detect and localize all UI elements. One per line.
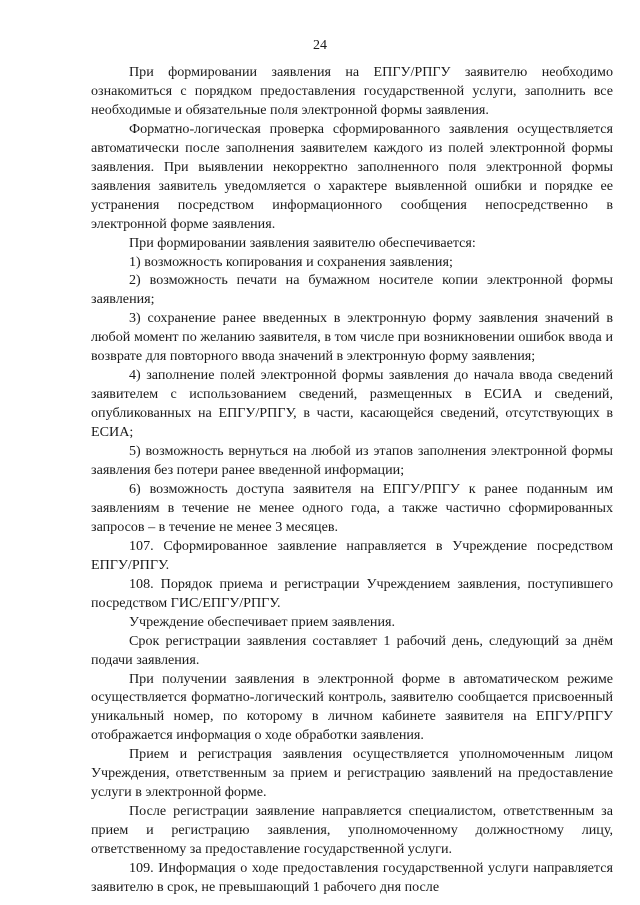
list-item-1: 1) возможность копирования и сохранения заявления;	[129, 253, 453, 270]
paragraph-reception: Учреждение обеспечивает прием заявления.	[129, 613, 396, 630]
list-item-4: 4) заполнение полей электронной формы заявления до начала ввода сведений заявителем с использованием сведений, размещенных в ЕСИА и сведений, опубликованных на ЕПГУ/РПГУ, в части, касающейся сведений, отсутствующих в ЕСИА;	[91, 367, 613, 441]
list-item-2: 2) возможность печати на бумажном носителе копии электронной формы заявления;	[91, 272, 613, 308]
paragraph-provisions-heading: При формировании заявления заявителю обеспечивается:	[129, 234, 476, 251]
paragraph-108: 108. Порядок приема и регистрации Учреждением заявления, поступившего посредством ГИС/ЕПГУ/РПГУ.	[91, 575, 613, 611]
paragraph-validation: Форматно-логическая проверка сформированного заявления осуществляется автоматически после заполнения заявителем каждого из полей электронной формы заявления. При выявлении некорректно заполненного поля электронной формы заявления заявитель уведомляется о характере выявленной ошибки и порядке ее устранения посредством информационного сообщения непосредственно в электронной форме заявления.	[91, 120, 613, 232]
paragraph-107: 107. Сформированное заявление направляется в Учреждение посредством ЕПГУ/РПГУ.	[91, 537, 613, 573]
paragraph-109: 109. Информация о ходе предоставления государственной услуги направляется заявителю в срок, не превышающий 1 рабочего дня после	[91, 860, 613, 895]
paragraph-intro: При формировании заявления на ЕПГУ/РПГУ заявителю необходимо ознакомиться с порядком предоставления государственной услуги, заполнить все необходимые и обязательные поля электронной формы заявления.	[91, 64, 613, 118]
paragraph-authorized-person: Прием и регистрация заявления осуществляется уполномоченным лицом Учреждения, ответственным за прием и регистрацию заявлений на предоставление услуги в электронной форме.	[91, 746, 613, 801]
list-item-6: 6) возможность доступа заявителя на ЕПГУ/РПГУ к ранее поданным им заявлениям в течение не менее одного года, а также частично сформированных запросов – в течение не менее 3 месяцев.	[91, 480, 613, 535]
list-item-3: 3) сохранение ранее введенных в электронную форму заявления значений в любой момент по желанию заявителя, в том числе при возникновении ошибок ввода и возврате для повторного ввода значений в электронную форму заявления;	[91, 310, 613, 365]
paragraph-registration-term: Срок регистрации заявления составляет 1 рабочий день, следующий за днём подачи заявления.	[91, 632, 613, 668]
document-body	[91, 63, 613, 897]
paragraph-format-control: При получении заявления в электронной форме в автоматическом режиме осуществляется форматно-логический контроль, заявителю сообщается присвоенный уникальный номер, по которому в личном кабинете заявителя на ЕПГУ/РПГУ отображается информация о ходе обработки заявления.	[91, 670, 613, 744]
page-number: 24	[313, 38, 327, 53]
list-item-5: 5) возможность вернуться на любой из этапов заполнения электронной формы заявления без потери ранее введенной информации;	[91, 443, 613, 479]
paragraph-after-registration: После регистрации заявление направляется специалистом, ответственным за прием и регистрацию заявления, уполномоченному должностному лицу, ответственному за предоставление государственной услуги.	[91, 803, 613, 858]
